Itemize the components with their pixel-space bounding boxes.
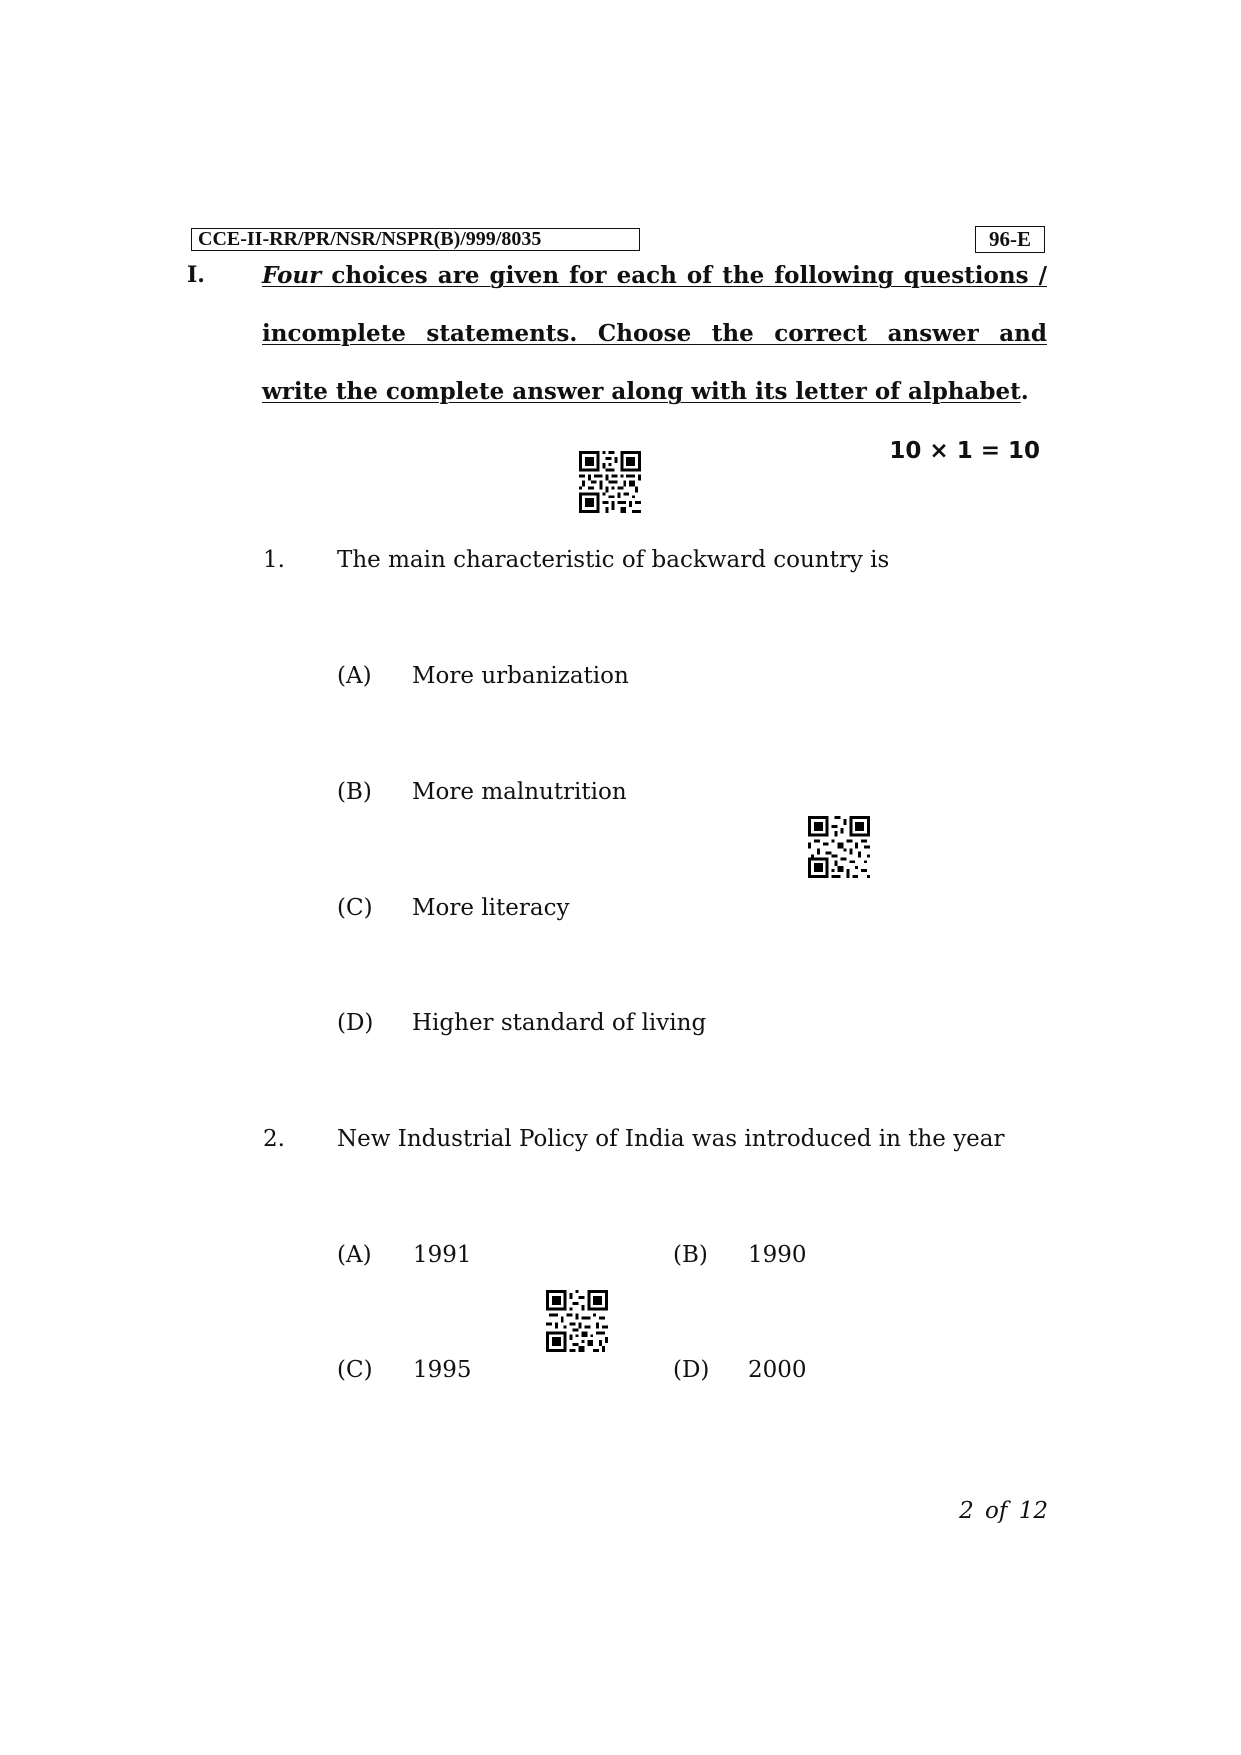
qr-code xyxy=(546,1290,608,1352)
qr-code xyxy=(808,816,870,878)
q2-option-b-letter: (B) xyxy=(673,1242,708,1268)
paper-id-box xyxy=(975,226,1045,253)
q2-option-b-text: 1990 xyxy=(748,1242,807,1268)
qr-code-graphic xyxy=(808,816,870,878)
qr-code xyxy=(579,451,641,513)
instruction-line-3 xyxy=(262,378,1029,405)
qr-code-graphic xyxy=(579,451,641,513)
q1-option-b-text: More malnutrition xyxy=(412,779,627,805)
question-2-number: 2. xyxy=(263,1126,285,1152)
qr-code-graphic xyxy=(546,1290,608,1352)
section-number: I. xyxy=(187,262,205,288)
instruction-line-1 xyxy=(262,262,1047,289)
question-1-text: The main characteristic of backward country is xyxy=(337,547,890,573)
q2-option-c-text: 1995 xyxy=(413,1357,472,1383)
q2-option-d-text: 2000 xyxy=(748,1357,807,1383)
q1-option-a-text: More urbanization xyxy=(412,663,629,689)
paper-code-box xyxy=(191,228,640,251)
q2-option-a-text: 1991 xyxy=(413,1242,472,1268)
instruction-line-1-text: choices are given for each of the following questions / xyxy=(321,262,1047,289)
q1-option-d-text: Higher standard of living xyxy=(412,1010,707,1036)
paper-code: CCE-II-RR/PR/NSR/NSPR(B)/999/8035 xyxy=(198,228,542,250)
instruction-emphasis: Four xyxy=(262,262,322,289)
instruction-line-2: incomplete statements. Choose the correct answer and xyxy=(262,320,1047,347)
marks-scheme: 10 × 1 = 10 xyxy=(889,438,1040,464)
instruction-line-3-text: write the complete answer along with its letter of alphabet xyxy=(262,378,1021,405)
page-indicator: 2 of 12 xyxy=(959,1498,1048,1524)
q1-option-a-letter: (A) xyxy=(337,663,372,689)
q2-option-c-letter: (C) xyxy=(337,1357,373,1383)
q1-option-c-text: More literacy xyxy=(412,895,570,921)
q1-option-c-letter: (C) xyxy=(337,895,373,921)
question-1-number: 1. xyxy=(263,547,285,573)
q2-option-d-letter: (D) xyxy=(673,1357,710,1383)
paper-id: 96-E xyxy=(989,227,1031,251)
q2-option-a-letter: (A) xyxy=(337,1242,372,1268)
question-2-text: New Industrial Policy of India was introduced in the year xyxy=(337,1126,1005,1152)
instruction-period: . xyxy=(1020,378,1029,405)
q1-option-d-letter: (D) xyxy=(337,1010,374,1036)
q1-option-b-letter: (B) xyxy=(337,779,372,805)
